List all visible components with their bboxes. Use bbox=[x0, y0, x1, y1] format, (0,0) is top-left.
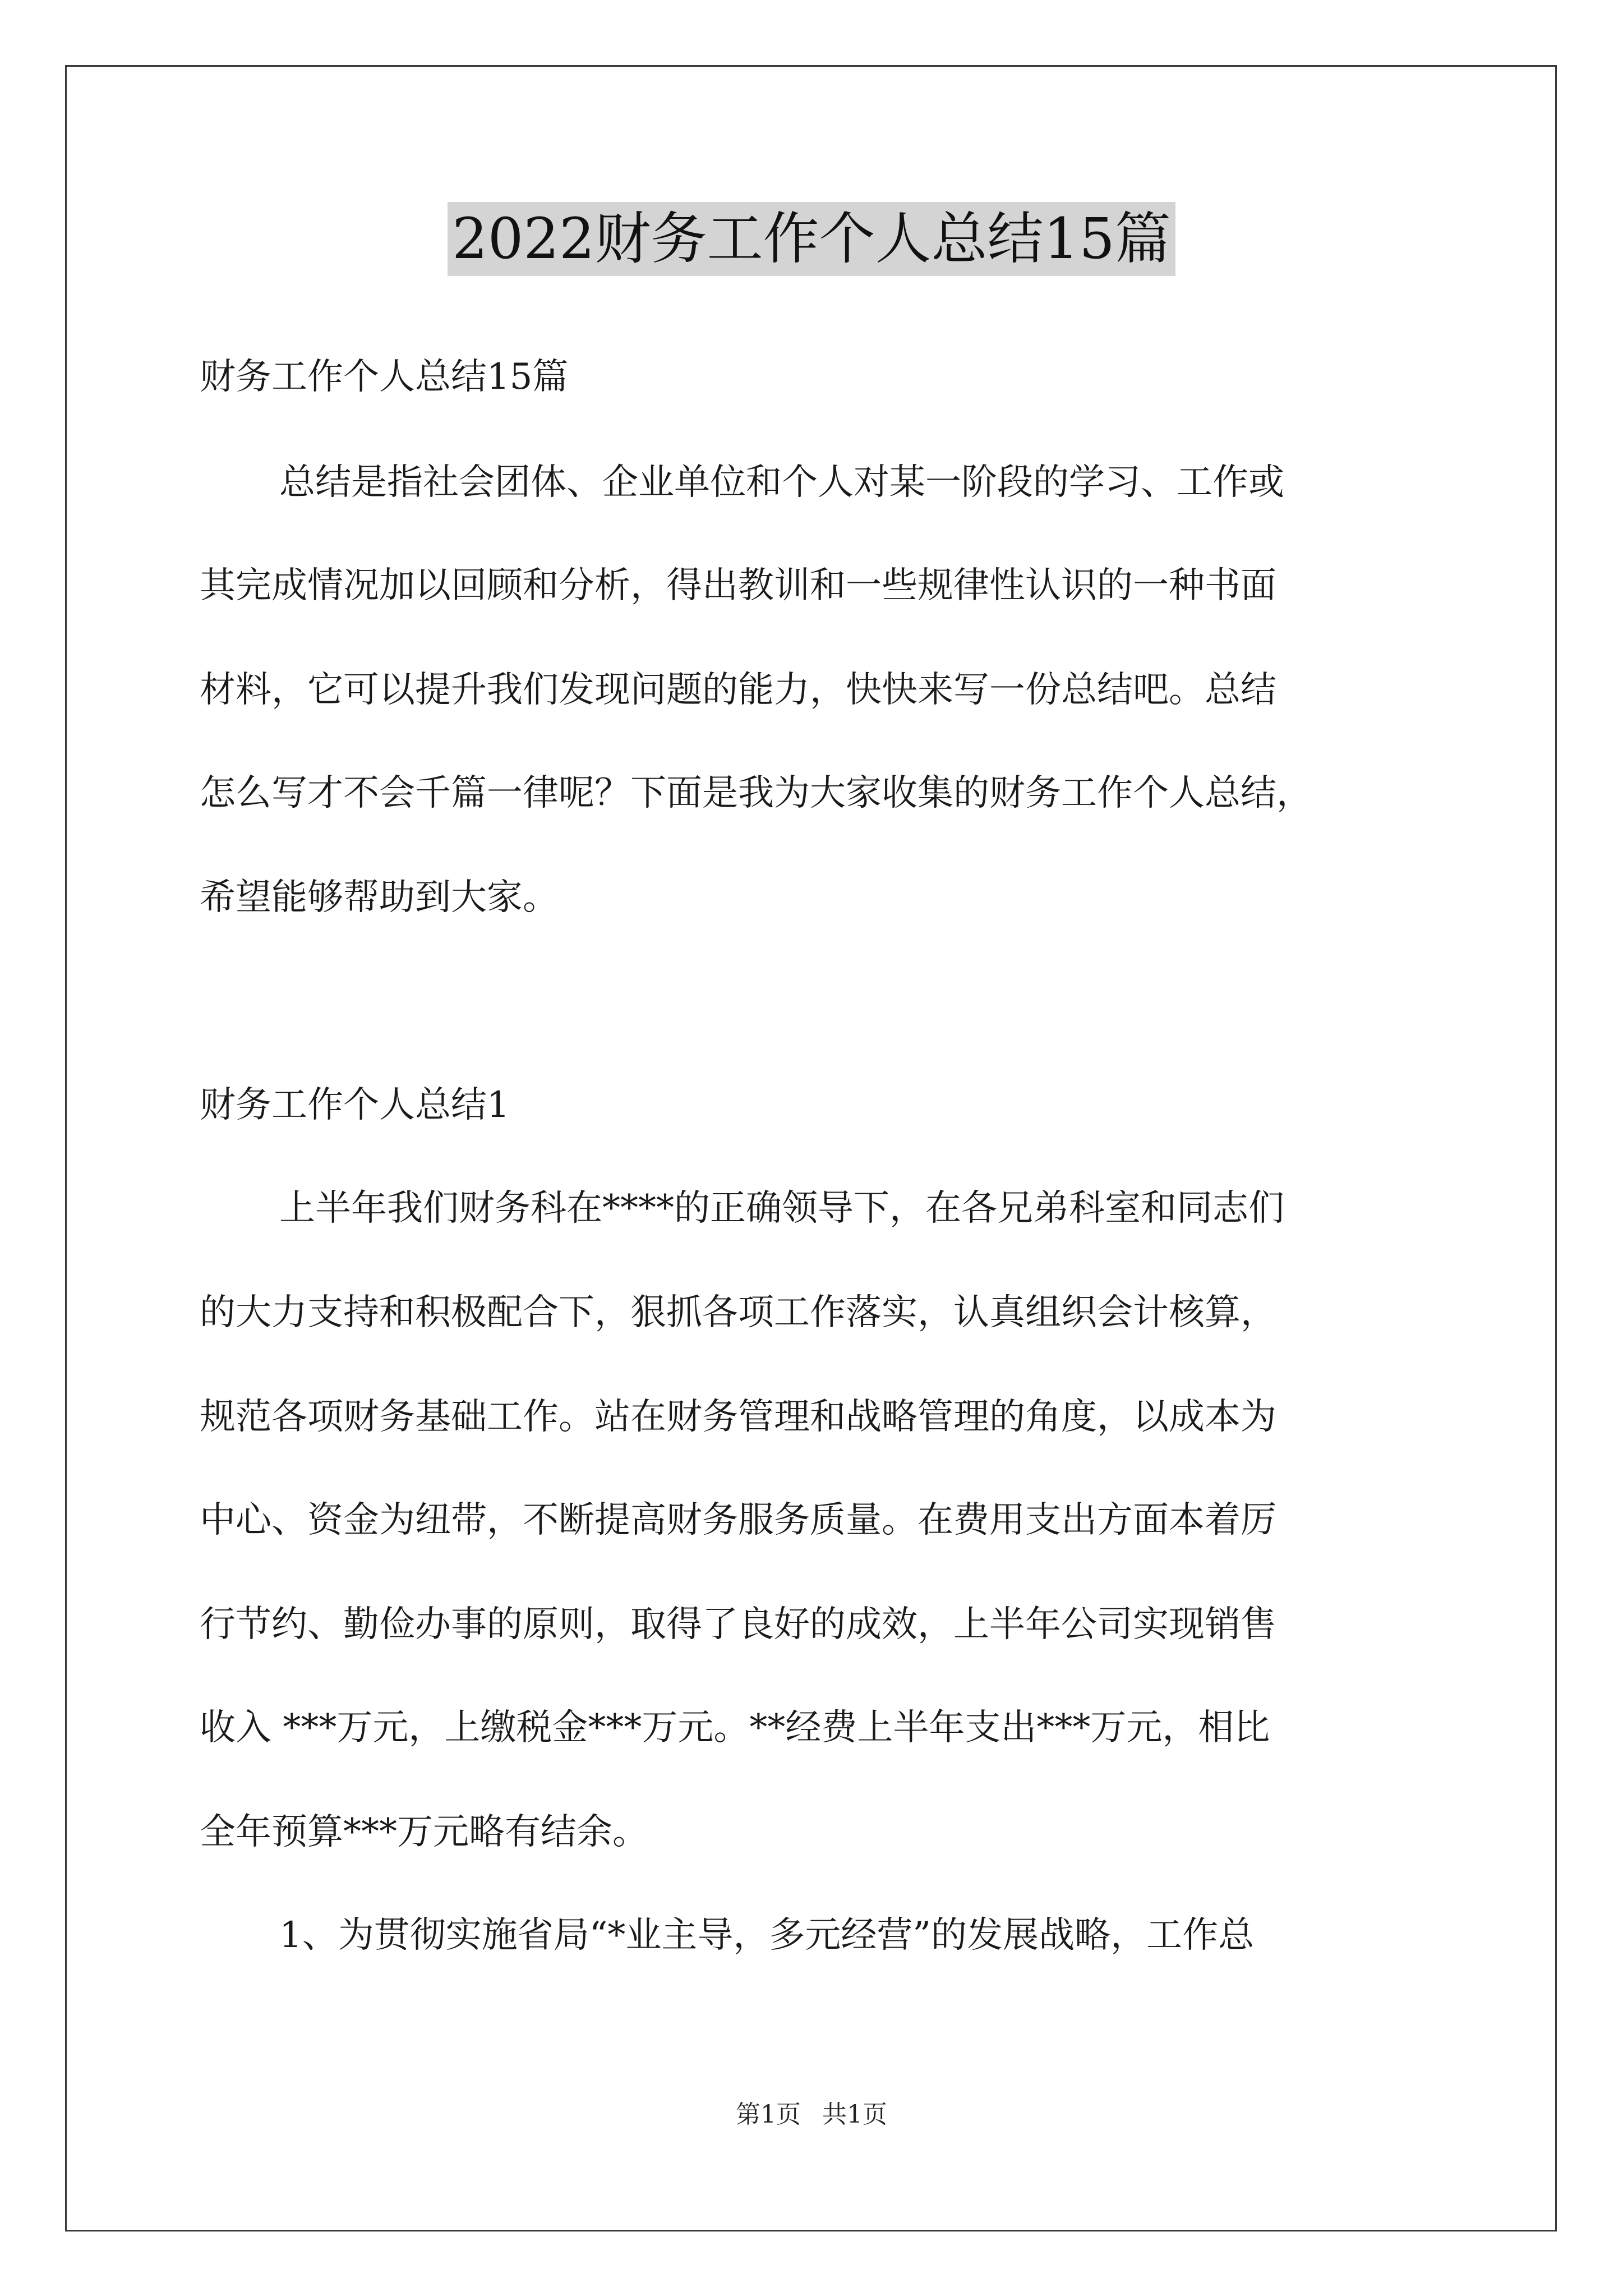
document-title: 2022财务工作个人总结15篇 bbox=[448, 202, 1175, 276]
title-container bbox=[0, 202, 1623, 276]
section-line-5: 行节约、勤俭办事的原则，取得了良好的成效，上半年公司实现销售 bbox=[200, 1604, 1276, 1645]
section-line-4: 中心、资金为纽带，不断提高财务服务质量。在费用支出方面本着厉 bbox=[200, 1499, 1276, 1541]
section-line-3: 规范各项财务基础工作。站在财务管理和战略管理的角度，以成本为 bbox=[200, 1396, 1276, 1438]
intro-line-2: 其完成情况加以回顾和分析，得出教训和一些规律性认识的一种书面 bbox=[200, 565, 1276, 606]
document-subtitle: 财务工作个人总结15篇 bbox=[200, 356, 569, 398]
intro-line-3: 材料，它可以提升我们发现问题的能力，快快来写一份总结吧。总结 bbox=[200, 669, 1276, 711]
page-total: 共1页 bbox=[822, 2100, 887, 2129]
intro-line-1: 总结是指社会团体、企业单位和个人对某一阶段的学习、工作或 bbox=[279, 462, 1284, 503]
intro-line-4: 怎么写才不会千篇一律呢？下面是我为大家收集的财务工作个人总结， bbox=[200, 772, 1312, 814]
intro-line-5: 希望能够帮助到大家。 bbox=[200, 877, 559, 918]
list-item-1: 1、为贯彻实施省局“*业主导，多元经营”的发展战略，工作总 bbox=[279, 1915, 1255, 1956]
page-footer bbox=[0, 2099, 1623, 2131]
page-number: 第1页 bbox=[736, 2100, 801, 2129]
section-line-1: 上半年我们财务科在****的正确领导下，在各兄弟科室和同志们 bbox=[279, 1188, 1284, 1229]
section-line-6: 收入 ***万元，上缴税金***万元。**经费上半年支出***万元，相比 bbox=[200, 1707, 1270, 1749]
section-heading: 财务工作个人总结1 bbox=[200, 1084, 510, 1126]
section-line-2: 的大力支持和积极配合下，狠抓各项工作落实，认真组织会计核算， bbox=[200, 1292, 1276, 1333]
section-line-7: 全年预算***万元略有结余。 bbox=[200, 1811, 648, 1853]
